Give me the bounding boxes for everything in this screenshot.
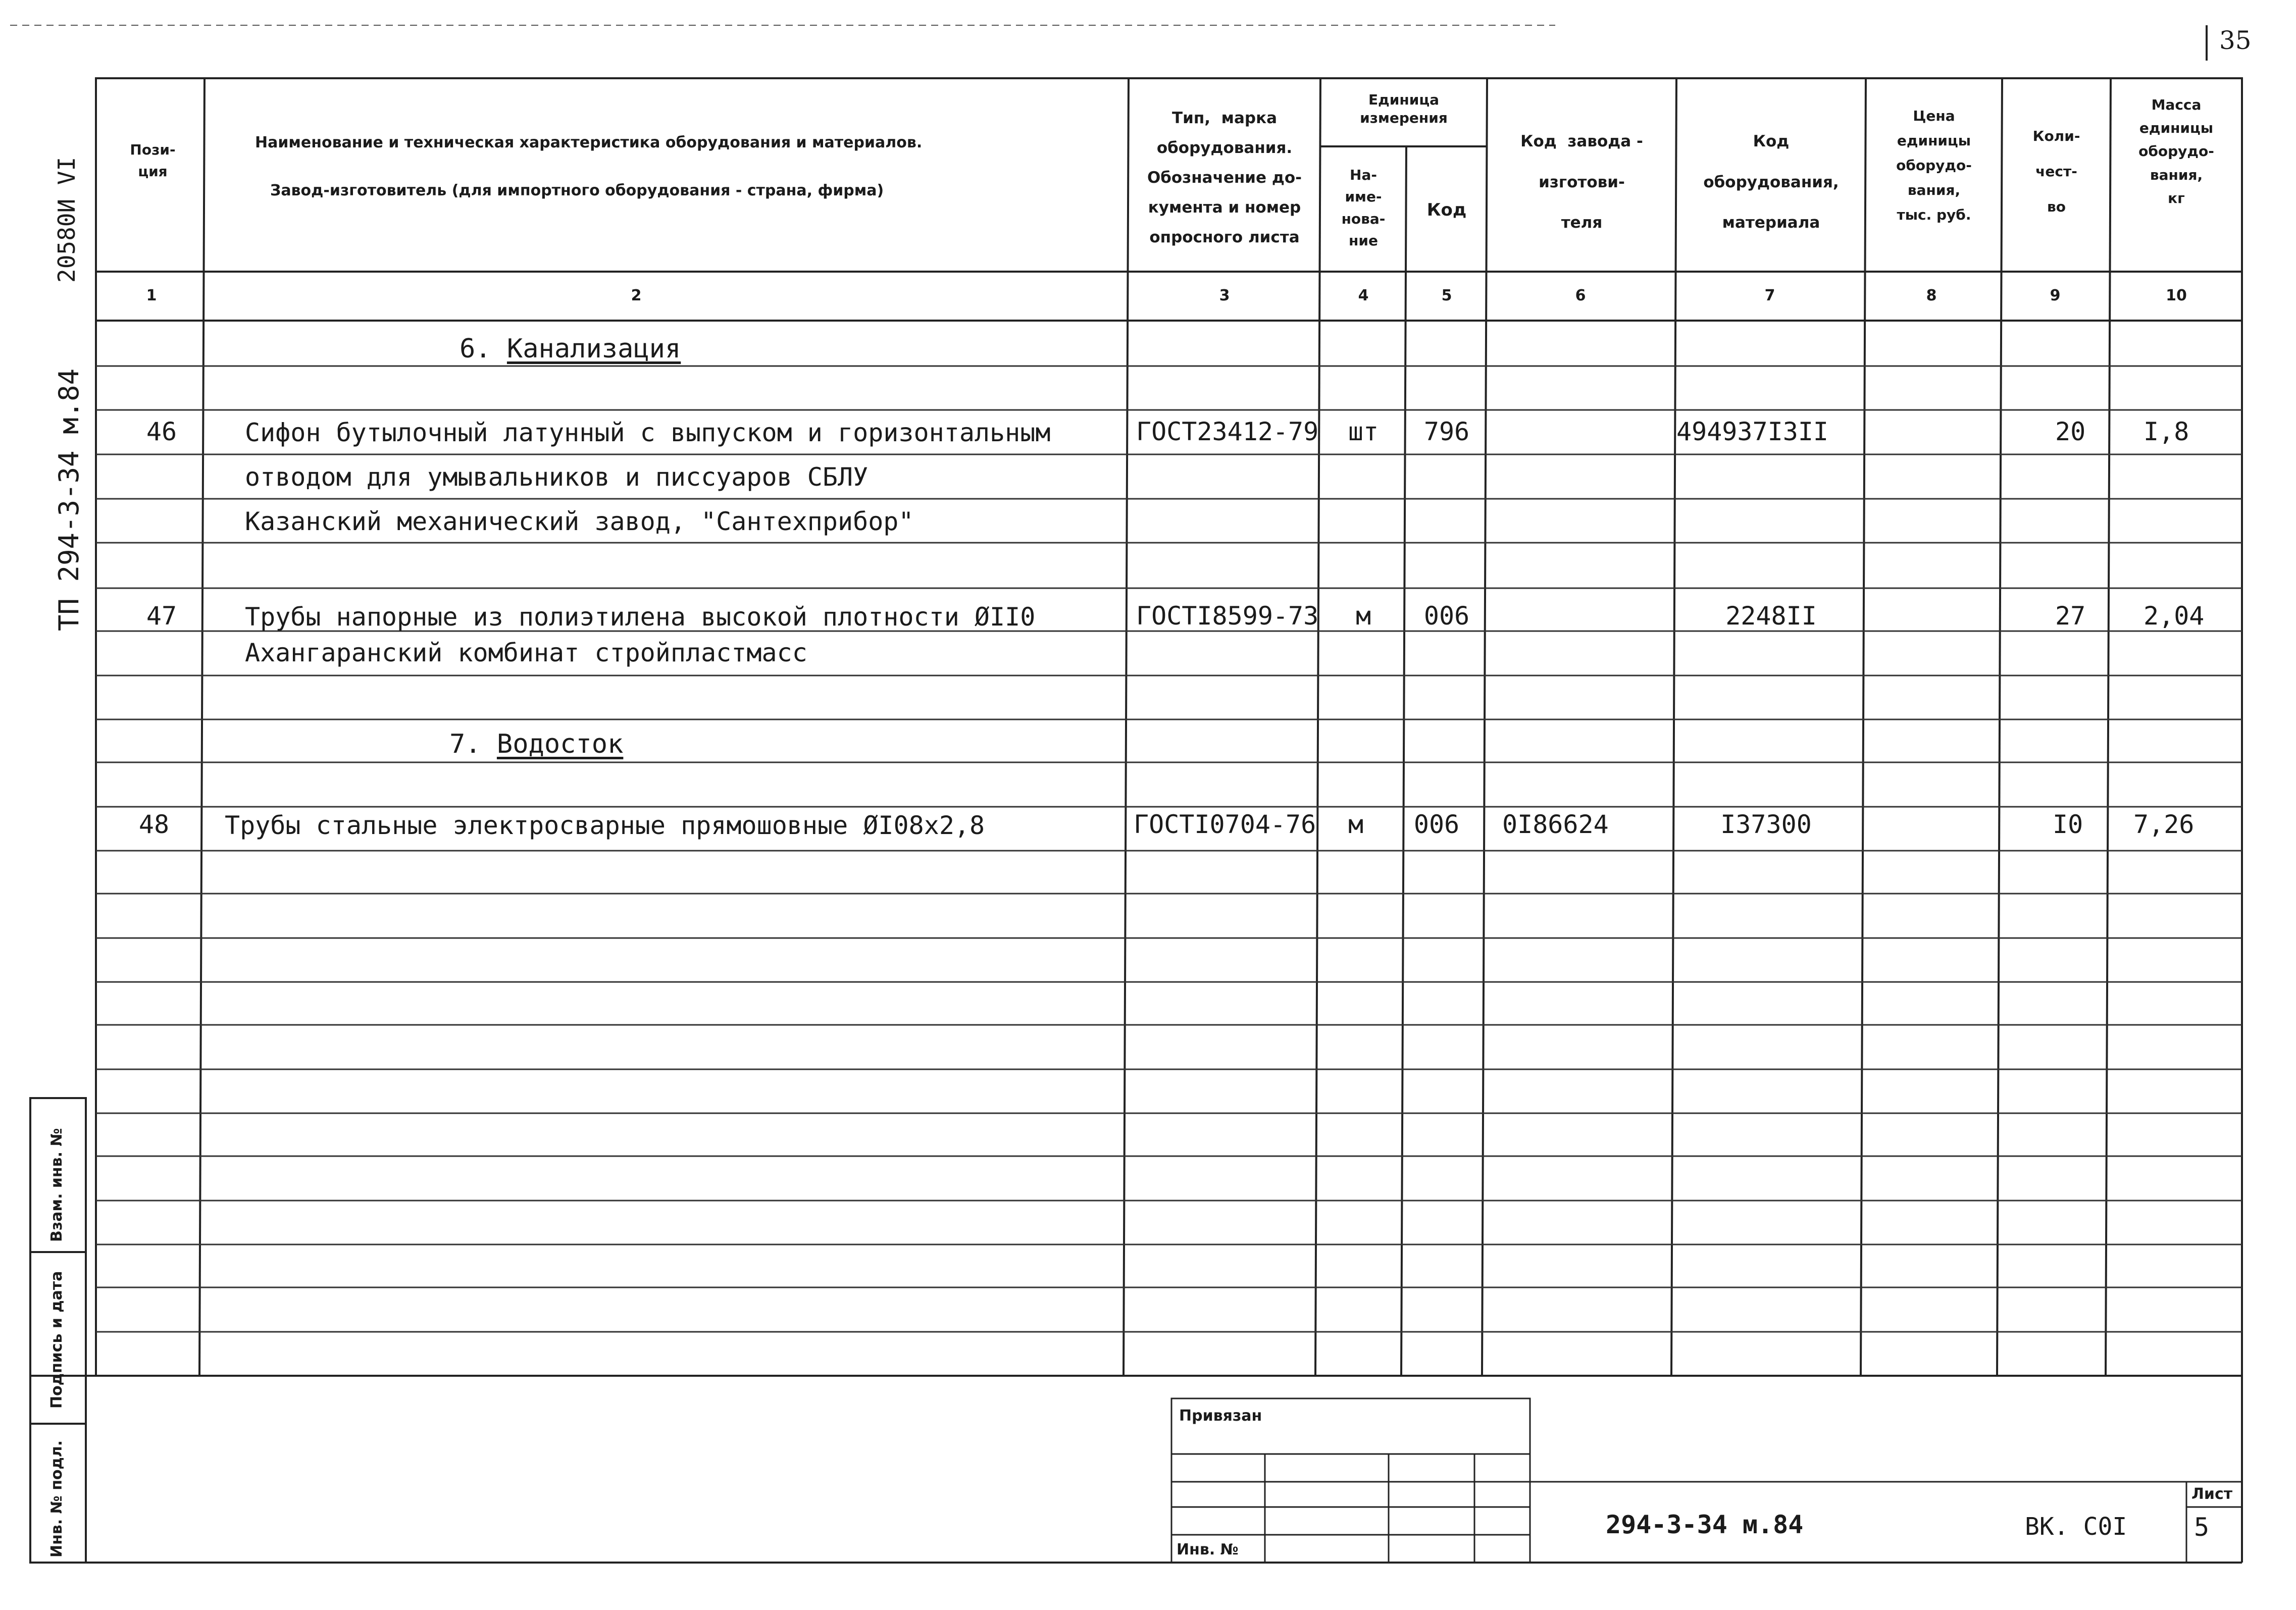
header-unit-code: Код xyxy=(1426,200,1467,220)
left-label-signature-date: Подпись и дата xyxy=(48,1271,66,1409)
column-number-2: 2 xyxy=(631,287,642,304)
stamp-doc-code: 294-3-34 м.84 xyxy=(1606,1510,1804,1539)
row-48-material-code: I37300 xyxy=(1720,810,1812,839)
stamp-sheet-label: Лист xyxy=(2191,1485,2233,1503)
row-47-quantity: 27 xyxy=(2055,601,2086,631)
left-label-original-inv: Инв. № подл. xyxy=(48,1440,66,1557)
stamp-sheet-number: 5 xyxy=(2194,1513,2210,1542)
row-48-doc: ГОСТI0704-76 xyxy=(1134,810,1316,839)
header-position: Пози- ция xyxy=(130,141,176,180)
column-number-3: 3 xyxy=(1219,287,1230,304)
section-title-sewerage xyxy=(460,336,681,362)
header-price: Цена единицы оборудо- вания, тыс. руб. xyxy=(1896,108,1972,223)
header-unit-group-title: Единица измерения xyxy=(1360,91,1448,127)
column-number-7: 7 xyxy=(1764,287,1775,304)
section-title-drainage xyxy=(449,731,623,757)
row-47-unit: м xyxy=(1355,601,1371,631)
row-46-unit: шт xyxy=(1348,417,1379,446)
row-46-unit-code: 796 xyxy=(1423,417,1470,446)
column-number-5: 5 xyxy=(1441,287,1452,304)
row-48-mass: 7,26 xyxy=(2133,810,2195,839)
row-46-quantity: 20 xyxy=(2055,417,2086,446)
row-46-doc: ГОСТ23412-79 xyxy=(1136,417,1319,446)
header-unit-group: На- име- нова- ние xyxy=(1341,167,1386,249)
column-number-10: 10 xyxy=(2166,287,2187,304)
row-48-name-line1: Трубы стальные электросварные прямошовные ØI08х2,8 xyxy=(225,811,985,840)
column-number-8: 8 xyxy=(1926,287,1937,304)
row-48-unit: м xyxy=(1348,810,1364,839)
column-number-9: 9 xyxy=(2050,287,2061,304)
row-46-mass: I,8 xyxy=(2144,417,2189,446)
left-label-replaced-inv: Взам. инв. № xyxy=(48,1128,66,1242)
row-46-position: 46 xyxy=(146,417,177,446)
column-number-6: 6 xyxy=(1575,287,1586,304)
left-margin-code: ТП 294-3-34 м.84 xyxy=(53,368,85,631)
row-47-name-line1: Трубы напорные из полиэтилена высокой плотности ØII0 xyxy=(245,602,1036,632)
stamp-tied-label: Привязан xyxy=(1179,1407,1262,1425)
header-quantity: Коли- чест- во xyxy=(2032,128,2080,215)
header-material-code: Код оборудования, материала xyxy=(1703,132,1839,232)
row-47-position: 47 xyxy=(146,601,177,631)
row-48-factory-code: 0I86624 xyxy=(1502,810,1609,839)
header-mass: Масса единицы оборудо- вания, кг xyxy=(2138,96,2214,206)
column-number-4: 4 xyxy=(1358,287,1369,304)
section-title-sewerage-text: 6. Канализация xyxy=(460,334,681,364)
header-factory-code: Код завода - изготови- теля xyxy=(1520,132,1643,232)
row-48-position: 48 xyxy=(138,810,170,839)
row-48-quantity: I0 xyxy=(2053,810,2083,839)
section-title-drainage-text: 7. Водосток xyxy=(449,729,624,759)
row-47-material-code: 2248II xyxy=(1725,601,1817,631)
left-margin-code-top: 20580И VI xyxy=(53,157,80,283)
column-number-1: 1 xyxy=(146,287,157,304)
row-47-unit-code: 006 xyxy=(1423,601,1470,631)
stamp-inv-label: Инв. № xyxy=(1177,1541,1239,1559)
header-type-doc: Тип, марка оборудования. Обозначение до- кумента и номер опросного листа xyxy=(1147,109,1302,246)
row-46-name-line1: Сифон бутылочный латунный с выпуском и горизонтальным xyxy=(245,418,1051,447)
header-name-line2: Завод-изготовитель (для импортного оборудования - страна, фирма) xyxy=(270,182,884,199)
sheet-corner-number: 35 xyxy=(2219,26,2252,55)
row-46-name-line2: отводом для умывальников и писсуаров СБЛУ xyxy=(245,462,869,492)
header-name-line1: Наименование и техническая характеристика оборудования и материалов. xyxy=(255,134,923,151)
stamp-section-code: ВК. С0I xyxy=(2025,1513,2127,1541)
row-47-mass: 2,04 xyxy=(2144,601,2205,631)
row-48-unit-code: 006 xyxy=(1413,810,1460,839)
row-46-material-code: 494937I3II xyxy=(1676,417,1829,446)
row-46-name-line3: Казанский механический завод, "Сантехприбор" xyxy=(245,507,914,536)
row-47-name-line2: Ахангаранский комбинат стройпластмасс xyxy=(245,638,807,667)
row-47-doc: ГОСТI8599-73 xyxy=(1136,601,1319,631)
